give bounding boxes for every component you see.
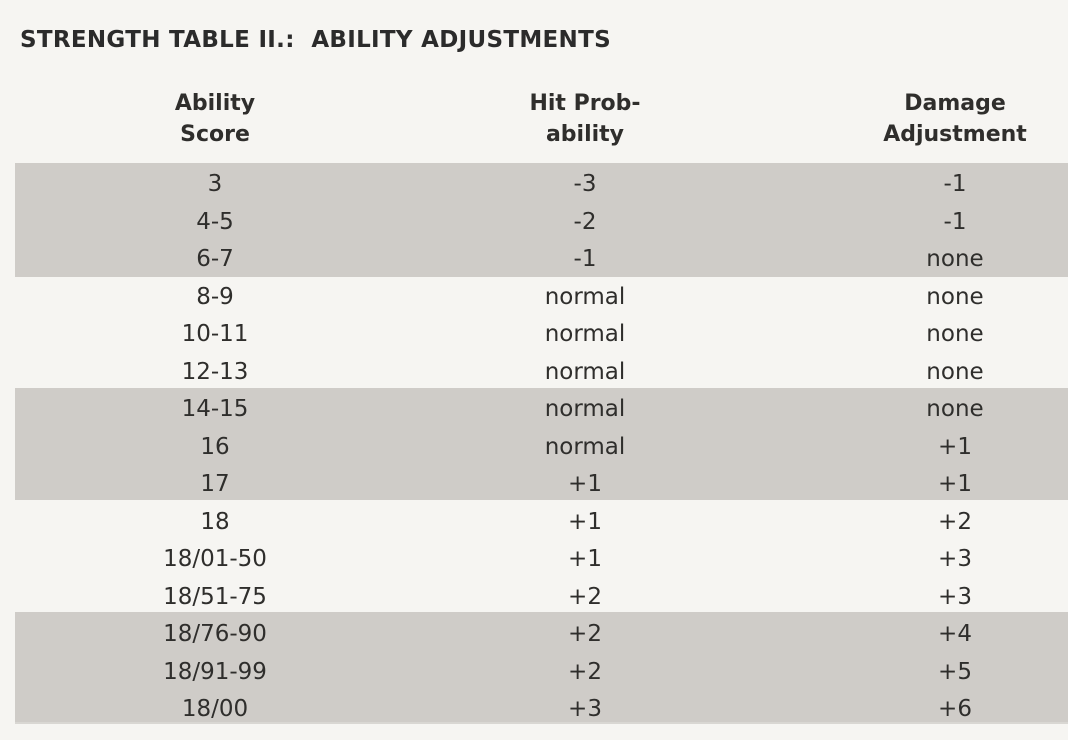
table-row: [0, 541, 1068, 579]
damage-adjustment-cell: none: [926, 246, 984, 272]
damage-adjustment-cell: none: [926, 358, 984, 385]
table-row: [0, 204, 1068, 242]
hit-probability-cell: -1: [573, 246, 597, 272]
table-row: [0, 466, 1068, 504]
header-line: Hit Prob-: [529, 91, 641, 116]
hit-probability-cell: normal: [544, 321, 626, 347]
hit-probability-cell: +2: [568, 583, 602, 610]
damage-adjustment-cell: -1: [943, 208, 967, 235]
damage-adjustment-cell: +2: [938, 508, 972, 535]
ability-score-cell: 4-5: [196, 208, 234, 235]
ability-score-cell: 10-11: [181, 321, 249, 347]
header-hit-probability: [495, 88, 675, 150]
table-row: [0, 429, 1068, 467]
ability-score-cell: 6-7: [196, 246, 234, 272]
hit-probability-cell: +2: [568, 658, 602, 685]
damage-adjustment-cell: +1: [938, 433, 972, 460]
damage-adjustment-cell: +4: [938, 621, 972, 647]
damage-adjustment-cell: +3: [938, 546, 972, 572]
ability-score-cell: 18/91-99: [163, 658, 267, 685]
table-row: [0, 579, 1068, 617]
table-bottom-rule: [15, 722, 1068, 724]
header-line: ability: [545, 122, 625, 147]
table-row: [0, 391, 1068, 429]
damage-adjustment-cell: none: [926, 283, 984, 310]
hit-probability-cell: -2: [573, 208, 597, 235]
hit-probability-cell: normal: [544, 358, 626, 385]
damage-adjustment-cell: +3: [938, 583, 972, 610]
ability-score-cell: 8-9: [196, 283, 234, 310]
ability-score-cell: 17: [200, 471, 230, 497]
table-title: STRENGTH TABLE II.: ABILITY ADJUSTMENTS: [20, 27, 611, 53]
hit-probability-cell: +3: [568, 696, 602, 722]
damage-adjustment-cell: +5: [938, 658, 972, 685]
damage-adjustment-cell: +6: [938, 696, 972, 722]
ability-score-cell: 18/00: [181, 696, 249, 722]
damage-adjustment-cell: -1: [943, 171, 967, 197]
table-row: [0, 166, 1068, 204]
table-row: [0, 354, 1068, 392]
header-ability-score: [130, 88, 300, 150]
hit-probability-cell: normal: [544, 396, 626, 422]
damage-adjustment-cell: +1: [938, 471, 972, 497]
hit-probability-cell: +1: [568, 471, 602, 497]
header-damage-adjustment: [860, 88, 1050, 150]
damage-adjustment-cell: none: [926, 396, 984, 422]
damage-adjustment-cell: none: [926, 321, 984, 347]
table-row: [0, 504, 1068, 542]
table-row: [0, 654, 1068, 692]
hit-probability-cell: normal: [544, 283, 626, 310]
header-line: Damage: [904, 91, 1006, 116]
ability-score-cell: 18/01-50: [163, 546, 267, 572]
hit-probability-cell: +1: [568, 546, 602, 572]
table-row: [0, 616, 1068, 654]
ability-score-cell: 3: [207, 171, 223, 197]
ability-score-cell: 18: [200, 508, 230, 535]
hit-probability-cell: +1: [568, 508, 602, 535]
ability-score-cell: 18/76-90: [163, 621, 267, 647]
header-line: Score: [180, 122, 250, 147]
ability-score-cell: 14-15: [181, 396, 249, 422]
hit-probability-cell: +2: [568, 621, 602, 647]
hit-probability-cell: normal: [544, 433, 626, 460]
table-row: [0, 241, 1068, 279]
ability-score-cell: 18/51-75: [163, 583, 267, 610]
table-row: [0, 279, 1068, 317]
hit-probability-cell: -3: [573, 171, 597, 197]
header-line: Adjustment: [883, 122, 1027, 147]
header-line: Ability: [174, 91, 256, 116]
ability-score-cell: 16: [200, 433, 230, 460]
ability-score-cell: 12-13: [181, 358, 249, 385]
table-row: [0, 316, 1068, 354]
